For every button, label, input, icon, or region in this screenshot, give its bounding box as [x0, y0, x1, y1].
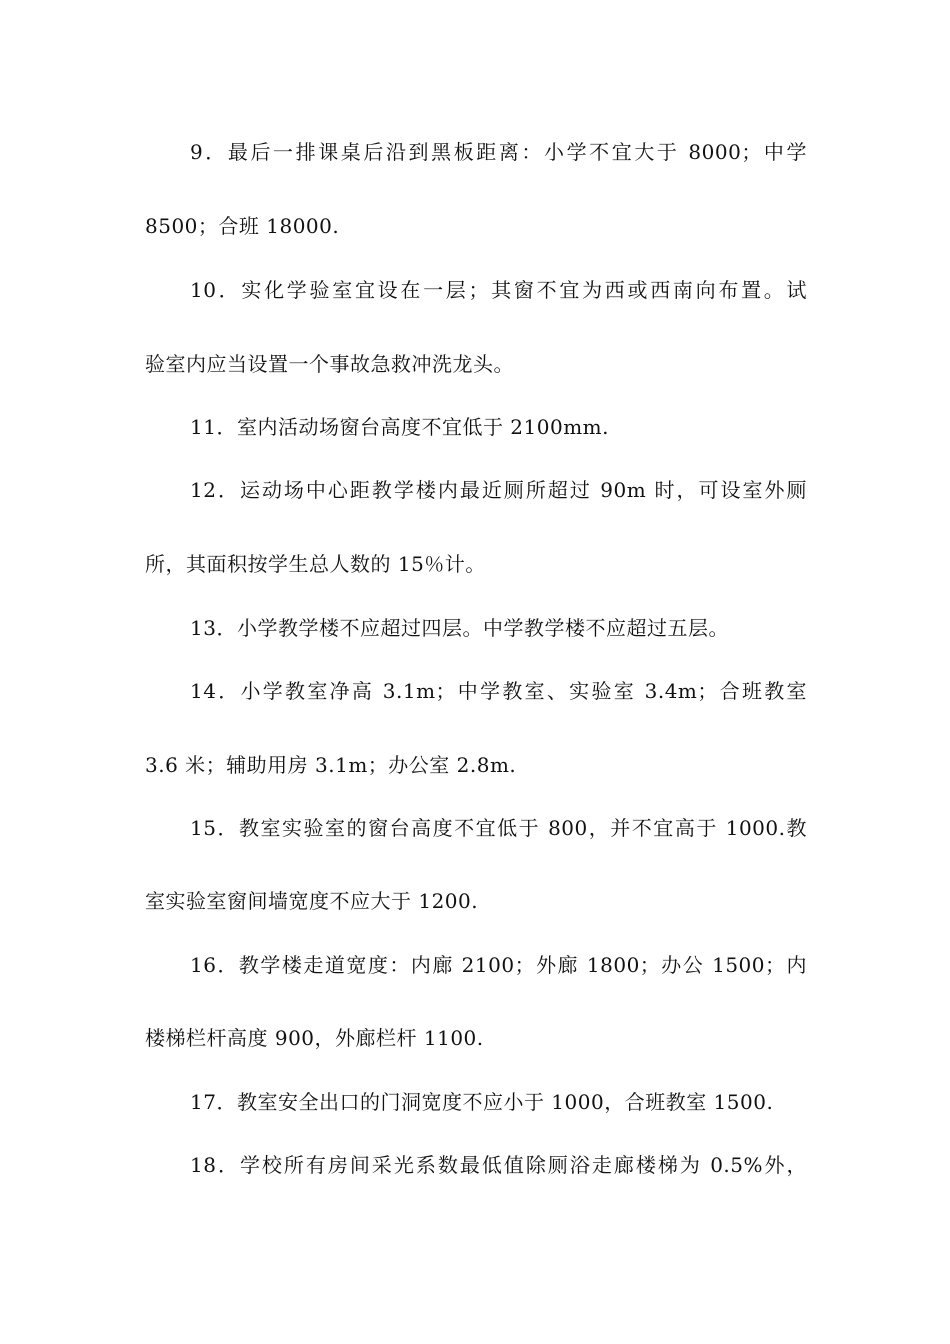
text-line: 3.6 米；辅助用房 3.1m；办公室 2.8m.: [145, 753, 517, 777]
text-line: 18．学校所有房间采光系数最低值除厕浴走廊楼梯为 0.5%外，: [190, 1153, 807, 1177]
text-line: 15．教室实验室的窗台高度不宜低于 800，并不宜高于 1000.教: [190, 816, 807, 840]
text-line: 8500；合班 18000.: [145, 214, 340, 238]
text-line: 11．室内活动场窗台高度不宜低于 2100mm.: [190, 415, 609, 439]
text-line: 9．最后一排课桌后沿到黑板距离：小学不宜大于 8000；中学: [190, 140, 807, 164]
text-line: 验室内应当设置一个事故急救冲洗龙头。: [145, 352, 514, 376]
text-line: 12．运动场中心距教学楼内最近厕所超过 90m 时，可设室外厕: [190, 478, 807, 502]
text-line: 14．小学教室净高 3.1m；中学教室、实验室 3.4m；合班教室: [190, 679, 807, 703]
text-line: 所，其面积按学生总人数的 15％计。: [145, 552, 486, 576]
text-line: 17．教室安全出口的门洞宽度不应小于 1000，合班教室 1500.: [190, 1090, 774, 1114]
text-line: 楼梯栏杆高度 900，外廊栏杆 1100.: [145, 1026, 484, 1050]
text-line: 16．教学楼走道宽度：内廊 2100；外廊 1800；办公 1500；内: [190, 953, 807, 977]
text-line: 室实验室窗间墙宽度不应大于 1200.: [145, 889, 479, 913]
text-line: 13．小学教学楼不应超过四层。中学教学楼不应超过五层。: [190, 616, 729, 640]
text-line: 10．实化学验室宜设在一层；其窗不宜为西或西南向布置。试: [190, 278, 807, 302]
